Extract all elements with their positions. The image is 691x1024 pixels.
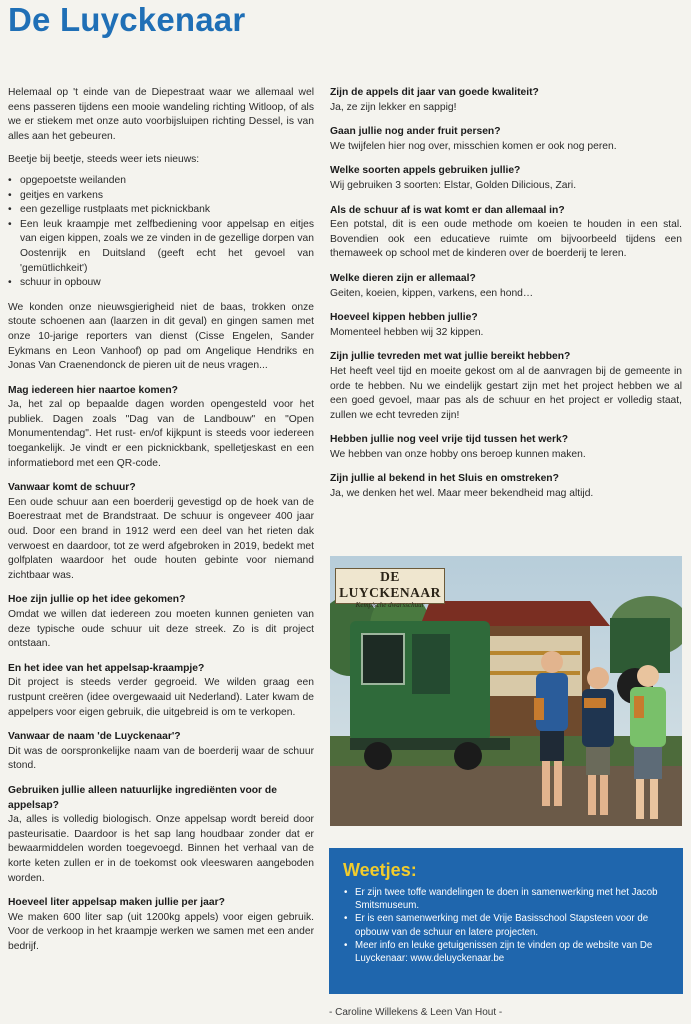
answer: Ja, het zal op bepaalde dagen worden opengesteld voor het publiek. Dagen zoals "Dag van de Landbouw" en "Open Monumentendag". Het rust- en/of kijkpunt is steeds voor iedereen toegankelijk. Je vindt er een picknickbank, spelletjeskast en een informatiebord met een QR-code. <box>8 399 314 469</box>
list-item: • schuur in opbouw <box>8 276 314 291</box>
answer: Momenteel hebben wij 32 kippen. <box>330 326 484 338</box>
question: Zijn jullie al bekend in het Sluis en omstreken? <box>330 473 559 485</box>
question: Vanwaar de naam 'de Luyckenaar'? <box>8 731 181 743</box>
answer: Ja, ze zijn lekker en sappig! <box>330 101 457 113</box>
list-item: • geitjes en varkens <box>8 189 314 204</box>
question: Welke soorten appels gebruiken jullie? <box>330 165 521 177</box>
news-list <box>8 174 314 291</box>
list-item: • Er zijn twee toffe wandelingen te doen in samenwerking met het Jacob Smitsmuseum. <box>343 886 669 912</box>
answer: We hebben van onze hobby ons beroep kunnen maken. <box>330 448 586 460</box>
answer: Het heeft veel tijd en moeite gekost om al de aanvragen bij de gemeente in orde te hebben. Nu we eindelijk gestart zijn met het project hebben we al een goed gevoel, maar pas als de schuur en het project er volledig staat, zullen we echt tevreden zijn! <box>330 365 682 421</box>
list-item: • opgepoetste weilanden <box>8 174 314 189</box>
author-credit: - Caroline Willekens & Leen Van Hout - <box>329 1007 503 1018</box>
page-title: De Luyckenaar <box>8 1 246 38</box>
answer: We twijfelen hier nog over, misschien komen er ook nog peren. <box>330 140 617 152</box>
right-column <box>330 86 682 512</box>
answer: Geiten, koeien, kippen, varkens, een hond… <box>330 287 534 299</box>
intro-paragraph: Helemaal op 't einde van de Diepestraat waar we allemaal wel eens passeren tijdens een mooie wandeling richting Witloop, of als we er stiekem met onze auto voorbijsluipen richting Dessel, is van alles aan het gebeuren. <box>8 87 314 142</box>
question: Hoe zijn jullie op het idee gekomen? <box>8 594 186 606</box>
question: Zijn jullie tevreden met wat jullie bereikt hebben? <box>330 351 571 363</box>
weetjes-box <box>329 848 683 994</box>
question: Hoeveel kippen hebben jullie? <box>330 312 478 324</box>
answer: Een oude schuur aan een boerderij gevestigd op de hoek van de Boerestraat met de Brandstraat. De schuur is ongeveer 400 jaar oud. Door een brand in 1912 werd een deel van het rieten dak verwoest en daardoor, tot ze werd afgebroken in 2019, bedekt met golfplaten waardoor het oude houten gebinte voor niemand zichtbaar was. <box>8 496 314 581</box>
weetjes-title: Weetjes: <box>343 860 417 880</box>
list-item: • Meer info en leuke getuigenissen zijn te vinden op de website van De Luyckenaar: www.deluyckenaar.be <box>343 939 669 965</box>
news-intro: Beetje bij beetje, steeds weer iets nieuws: <box>8 154 200 166</box>
left-column <box>8 86 314 964</box>
sign-title: DE LUYCKENAAR <box>339 569 441 600</box>
list-item: • Er is een samenwerking met de Vrije Basisschool Stapsteen voor de opbouw van de schuur en latere projecten. <box>343 912 669 938</box>
question: Mag iedereen hier naartoe komen? <box>8 384 178 396</box>
question: Hebben jullie nog veel vrije tijd tussen het werk? <box>330 434 569 446</box>
curiosity-paragraph: We konden onze nieuwsgierigheid niet de baas, trokken onze stoute schoenen aan (laarzen in dit geval) en gingen samen met onze 10-jarige reporters van dienst (Cisse Engelen, Sander Eykmans en Leon Vanhoof) op pad om Angelique Hendriks en Jonas Van Craenendonck de pieren uit de neus vragen... <box>8 301 314 372</box>
answer: Dit project is steeds verder gegroeid. We wilden graag een rustpunt creëren (idee overgewaaid uit Nederland). Later kwam de appelpers voor eigen gebruik, die uitgebreid is om te verkopen. <box>8 677 314 718</box>
bleed-through-decoration <box>345 2 685 62</box>
question: Gaan jullie nog ander fruit persen? <box>330 126 501 138</box>
list-item: • een gezellige rustplaats met picknickbank <box>8 203 314 218</box>
weetjes-list <box>343 886 669 965</box>
sign-subtitle: Kempische dwarsschuur <box>355 601 425 609</box>
answer: Ja, alles is volledig biologisch. Onze appelsap wordt bereid door pasteurisatie. Daardoor is het sap lang houdbaar zonder dat er bewaarmiddelen worden toegevoegd. Binnen het verhaal van de korte keten zullen er in de toekomst ook vleeswaren aangeboden worden. <box>8 814 314 884</box>
list-item: • Een leuk kraampje met zelfbediening voor appelsap en eitjes van eigen kippen, zoals we ze vinden in de gezellige dorpen van Oostenrijk en Duitsland (geeft echt het gevoel van 'gemütlichkeit') <box>8 218 314 276</box>
answer: Dit was de oorspronkelijke naam van de boerderij waar de schuur stond. <box>8 745 314 772</box>
question: En het idee van het appelsap-kraampje? <box>8 662 205 674</box>
answer: Wij gebruiken 3 soorten: Elstar, Golden Dilicious, Zari. <box>330 179 577 191</box>
answer: Omdat we willen dat iedereen zou moeten kunnen genieten van deze typische oude schuur uit deze streek. Zo is dit project ontstaan. <box>8 609 314 650</box>
question: Zijn de appels dit jaar van goede kwaliteit? <box>330 87 539 98</box>
question: Vanwaar komt de schuur? <box>8 482 136 494</box>
answer: We maken 600 liter sap (uit 1200kg appels) voor eigen gebruik. Voor de verkoop in het kraampje werken we samen met een ander bedrijf. <box>8 911 314 952</box>
question: Hoeveel liter appelsap maken jullie per jaar? <box>8 897 225 909</box>
answer: Een potstal, dit is een oude methode om koeien te houden in een stal. Bovendien ook een educatieve ruimte om bijvoorbeeld tijdens een themaweek op school met de kinderen over de boerderij te leren. <box>330 219 682 260</box>
question: Als de schuur af is wat komt er dan allemaal in? <box>330 204 565 216</box>
question: Gebruiken jullie alleen natuurlijke ingrediënten voor de appelsap? <box>8 784 277 811</box>
luyckenaar-sign-logo <box>335 568 445 609</box>
answer: Ja, we denken het wel. Maar meer bekendheid mag altijd. <box>330 488 594 500</box>
question: Welke dieren zijn er allemaal? <box>330 272 476 284</box>
